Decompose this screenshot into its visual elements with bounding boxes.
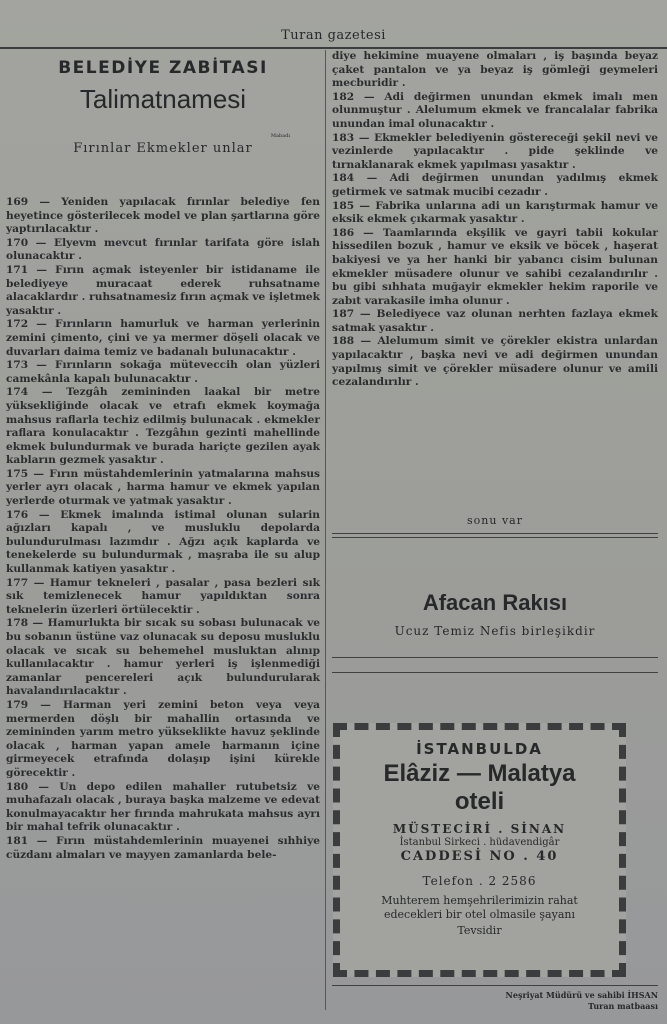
article-kicker: BELEDİYE ZABİTASI [58,58,268,78]
left-column [6,54,320,862]
ad-hotel-word: oteli [454,788,505,815]
section-rule [332,533,658,534]
ad-title: Afacan Rakısı [422,590,568,615]
article-title: Talimatnamesi [79,84,247,114]
ad-description: Muhterem hemşehrilerimizin rahat edecekleri bir otel olmasile şayanı [381,894,578,921]
article-paragraph: diye hekimine muayene olmaları , iş başında beyaz çaket pantalon ve ya beyaz iş gömleği geymeleri mecburidir . [332,50,658,90]
article-paragraph: 180 — Un depo edilen mahaller rutubetsiz ve muhafazalı olacak , buraya başka malzeme ve edevat konulmayacaktır her fırında mahrukata mahsus ayrı bir mahal tefrik olunacaktır . [6,780,320,834]
article-paragraph: 183 — Ekmekler belediyenin göstereceği şekil nevi ve vezinlerde yapılacaktır . pide şeklinde ve tırnaklanarak ekmek yapılması yasaktır . [332,131,658,171]
ad-closing: Tevsidir [457,924,502,937]
continued-note: sonu var [467,514,523,527]
article-paragraph: 171 — Fırın açmak isteyenler bir istidaname ile belediyeye muracaat ederek ruhsatname alacaklardır . ruhsatnamesiz fırın açmak ve işletmek yasaktır . [6,263,320,317]
ad-hotel-name: Elâziz — Malatya [383,760,576,787]
section-rule [332,657,658,658]
imprint [400,990,658,1012]
footer-rule [332,985,658,986]
ad-city: İSTANBULDA [416,740,543,758]
imprint-editor: Neşriyat Müdürü ve sahibi İHSAN [505,990,658,1000]
masthead-rule [0,47,667,49]
section-rule [332,672,658,673]
article-paragraph: 174 — Tezgâh zemininden laakal bir metre yüksekliğinde olacak ve etrafı ekmek koymağa mahsus raflarla techiz edilmiş bulunacak . ekmekler raflara konulacaktır . Tezgâhın gezinti mahellinde ekmek bulundurmak ve burada hariçte gezilen ayak kabların gezmek yasaktır . [6,386,320,467]
ad-address: İstanbul Sirkeci . hüdavendigâr [399,837,560,848]
article-paragraph: 173 — Fırınların sokağa müteveccih olan yüzleri camekânla kapalı bulunacaktır . [6,359,320,385]
section-rule [332,537,658,538]
article-paragraph: 169 — Yeniden yapılacak fırınlar belediye fen heyetince gösterilecek model ve plan şartlarına göre yaptırılacaktır . [6,196,320,236]
hotel-ad-box [333,723,626,977]
article-paragraph: 182 — Adi değirmen unundan ekmek imalı men olunmuştur . Alelumum ekmek ve francalalar fabrika unundan imal olunacaktır . [332,90,658,130]
imprint-press: Turan matbaası [588,1001,658,1011]
article-paragraph: 170 — Elyevm mevcut fırınlar tarifata göre islah olunacaktır . [6,236,320,263]
article-paragraph: 177 — Hamur tekneleri , pasalar , pasa bezleri sık sık temizlenecek hamur yapıldıktan sonra teknelerin üzerleri örtülecektir . [6,576,320,616]
continued-mark: Mabadı [270,133,290,139]
article-paragraph: 181 — Fırın müstahdemlerinin muayenei sıhhiye cüzdanı almaları ve mayyen zamanlarda bele- [6,834,320,861]
article-paragraph: 184 — Adi değirmen unundan yadılmış ekmek getirmek ve satmak mucibi cezadır . [332,172,658,198]
article-paragraph: 178 — Hamurlukta bir sıcak su sobası bulunacak ve bu sobanın üstüne vaz olunacak su deposu musluklu olacak ve sıcak su behemehel musluktan alınıp kullanılacaktır . hamur yerleri iş işlenmediği zamanlar pencereleri açık bulundurularak havalandırılacaktır . [6,617,320,698]
ad-phone: Telefon . 2 2586 [422,874,537,888]
article-paragraph: 185 — Fabrika unlarına adi un karıştırmak hamur ve eksik ekmek çıkarmak yasaktır . [332,199,658,226]
right-column [332,50,658,390]
hotel-ad-content [346,736,613,964]
column-divider [325,50,326,1010]
ad-subtitle: Ucuz Temiz Nefis birleşikdir [394,624,596,638]
article-paragraph: 188 — Alelumum simit ve çörekler ekistra unlardan yapılacaktır , başka nevi ve adi değirmen unundan yapılmış simit ve çörekler müsadere olunur ve amili cezalandırılır . [332,335,658,389]
masthead: Turan gazetesi [281,28,386,43]
article-paragraph: 172 — Fırınların hamurluk ve harman yerlerinin zemini çimento, çini ve ya mermer döşeli olacak ve duvarları daima temiz ve badanalı bulunacaktır . [6,318,320,358]
section-subheading: Fırınlar Ekmekler unlar [73,141,253,156]
article-paragraph: 175 — Fırın müstahdemlerinin yatmalarına mahsus yerler ayrı olacak , harma hamur ve ekmek yapılan yerlerde oturmak ve yatmak yasaktır . [6,467,320,508]
article-paragraph: 176 — Ekmek imalında istimal olunan sularin ağızları kapalı , ve musluklu depolarda bulundurulması lazımdır . Ağzı açık kaplarda ve tenekelerde su bulundurmak , maşraba ile su alup kullanmak katiyen yasaktır . [6,508,320,576]
article-paragraph: 186 — Taamlarında ekşilik ve gayri tabii kokular hissedilen bozuk , hamur ve eksik ve böcek , haşerat bakiyesi ve ya her hanki bir yabancı cisim bulunan ekmekler müsadere olunur ve sahibi cezalandırılır . bu gibi sıhhata muğayir ekmekler hekim raporile ve zabıt varakasile imha olunur . [332,226,658,307]
article-paragraph: 179 — Harman yeri zemini beton veya veya mermerden döşlı bir mahallin ortasında ve zemininden yarım metro yükseklikte havuz şeklinde olacak , harman yapan amele harmanın içine girmeyecek etrafında dolaşıp işini kürekle görecektir . [6,698,320,779]
article-paragraph: 187 — Belediyece vaz olunan nerhten fazlaya ekmek satmak yasaktır . [332,308,658,334]
ad-manager: MÜSTECİRİ . SİNAN [392,822,567,836]
ad-street: CADDESİ NO . 40 [400,849,559,864]
